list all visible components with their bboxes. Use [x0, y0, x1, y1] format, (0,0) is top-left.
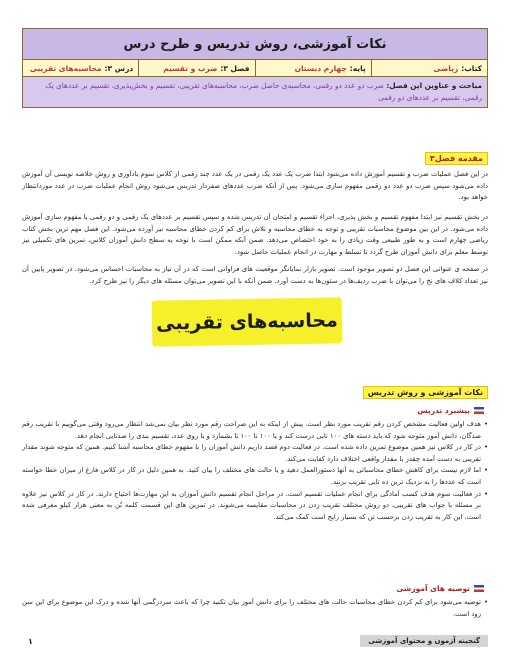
intro-paragraph-1: در این فصل عملیات ضرب و تقسیم آموزش داده می‌شود ابتدا ضرب یک عدد یک رقمی در یک عدد چند رقمی از کلاس سوم یادآوری و روش خلاصه نویسی آن آموزش داده می‌شود سپس ضرب دو عدد دو رقمی مفهوم سازی می‌شود. پس از آنکه ضرب عددهای صفردار تدریس می‌شود روش انجام عملیات ضرب در عدد موردانتظار خواهد بود.: [22, 170, 488, 202]
list-item: [22, 489, 488, 524]
page-title: نکات آموزشی، روش تدریس و طرح درس: [23, 29, 487, 59]
chapter-cell: [138, 60, 254, 76]
bullet-text: در کار در کلاس نیز همین موضوع تمرین داده شده است. در فعالیت دوم قصد داریم دانش آموزان را با مفهوم خطای محاسبه آشنا کنیم. همین که متوجه شوند مقدار تقریبی به دست آمده چقدر با مقدار واقعی اختلاف دارد کفایت می‌کند.: [22, 443, 481, 463]
teaching-heading: نکات آموزشی و روش تدریس: [363, 386, 488, 399]
page-footer: [22, 634, 488, 648]
topics-label: مباحث و عناوین این فصل:: [386, 81, 482, 90]
progress-subheading-text: پیشبرد تدریس: [417, 406, 470, 415]
bullet-text: اما لازم نیست برای کاهش خطای محاسباتی به آنها دستورالعمل دهید و یا حالت های مختلف را بیان کنید. به همین دلیل در کار در کلاس فارغ از میزان خطا خواسته است که عددها را به نزدیک ترین ده تایی تقریب بزنند.: [22, 466, 481, 486]
chapter-label: فصل ۳:: [220, 63, 250, 73]
grade-cell: [255, 60, 371, 76]
list-item: [22, 465, 488, 488]
book-value: ریاضی: [433, 63, 459, 73]
lesson-label: درس ۳:: [104, 63, 134, 73]
bullet-icon: •: [483, 466, 488, 475]
lesson-cell: [23, 60, 138, 76]
book-cell: [371, 60, 487, 76]
bullet-icon: •: [483, 489, 488, 498]
chapter-value: ضرب و تقسیم: [163, 63, 218, 73]
progress-bullets: [22, 419, 488, 523]
bullet-icon: •: [483, 420, 488, 428]
lesson-banner: [152, 297, 343, 346]
book-label: کتاب:: [461, 63, 482, 73]
intro-paragraph-3: در صفحه ی عنوانی این فصل دو تصویر موجود است. تصویر بازار نمایانگر موقعیت های فراوانی است که در آن نیاز به محاسبات احساس می‌شود. در تصویر پایین آن نیز تعداد کلاف های نخ را می‌توان با ضرب ردیف‌ها در ستون‌ها به دست آورد. ضمن آنکه با این تصویر می‌توان مسئله های دیگر را نیز طرح کرد.: [22, 265, 488, 285]
lesson-value: محاسبه‌های تقریبی: [29, 63, 102, 73]
intro-paragraph-2: در بخش تقسیم نیز ابتدا مفهوم تقسیم و بخش پذیری، اجزاء تقسیم و امتحان آن تدریس شده و سپس تقسیم بر عددهای یک رقمی و دو رقمی با مفهوم سازی آموزش داده می‌شود. در این بین موضوع محاسبات تقریبی و توجه به خطای محاسبه و تلاش برای کم کردن خطای محاسبه نیز آورده می‌شود. این فصل مهم ترین بخش کتاب ریاضی چهارم است و به طور طبیعی وقت زیادی را به خود اختصاص می‌دهد. ضمن آنکه ممکن است با توجه به سطح دانش آموزان کلاس، تمرین های تکمیلی نیز توسط معلم برای دانش آموزان طرح گردد تا تسلط و مهارت در انجام عملیات حاصل شود.: [22, 213, 488, 256]
bullet-text: در فعالیت سوم هدف کسب آمادگی برای انجام عملیات تقسیم است. در مراحل انجام تقسیم دانش آموزان به این مهارت‌ها احتیاج دارند. در کار در کلاس نیز علاوه بر مسئله با جواب های تقریبی، دو روش مختلف تقریب زدن در محاسبات مقایسه می‌شوند. در تمرین های این قسمت کلمه تُن به معنی هزار کیلو معرفی شده است. این کار به تقریب زدن برحسب تن که بسیار رایج است کمک می‌کند.: [22, 489, 481, 521]
lesson-header: [22, 28, 488, 108]
tips-subheading-text: توصیه های آموزشی: [396, 584, 470, 593]
tips-subheading: [396, 584, 484, 593]
bullet-icon: •: [483, 443, 488, 452]
flag-icon: [474, 407, 484, 414]
list-item: [22, 597, 488, 620]
intro-heading: مقدمه فصل۳: [425, 152, 488, 165]
chapter-topics: [23, 76, 487, 107]
document-page: [22, 28, 488, 646]
tips-bullets: [22, 597, 488, 620]
footer-brand: گنجینه آزمون و محتوای آموزشی: [360, 635, 488, 647]
grade-label: پایه:: [349, 63, 366, 73]
topics-value: ضرب دو عدد دو رقمی، محاسبه‌ی حاصل ضرب، محاسبه‌های تقریبی، تقسیم و بخش‌پذیری، تقسیم بر عددهای یک رقمی، تقسیم بر عددهای دو رقمی: [45, 81, 482, 102]
list-item: [22, 442, 488, 465]
flag-icon: [474, 585, 484, 592]
bullet-icon: •: [483, 598, 488, 606]
bullet-text: هدف اولین فعالیت مشخص کردن رقم تقریب مورد نظر است. پیش از اینکه به این صراحت رقم مورد نظر بیان نمی‌شد انتظار می‌رود وقتی می‌گوییم با تقریب رقم صدگان، دانش آموز متوجه شود که باید دسته های ۱۰۰ تایی درست کند و یا ۱۰۰ تا ۱۰۰ تا بشمارد و یا روی عدد، تقسیم بندی را صدتایی انجام دهد.: [22, 420, 481, 440]
grade-value: چهارم دبستان: [294, 63, 347, 73]
banner-text: محاسبه‌های تقریبی: [156, 309, 339, 335]
list-item: [22, 419, 488, 442]
progress-subheading: [417, 406, 484, 415]
bullet-text: توصیه می‌شود برای کم کردن خطای محاسبات حالت های مختلف را برای دانش آموز بیان نکنید چرا که باعث سردرگمی آنها شده و درک این موضوع برای این سن زود است.: [22, 598, 481, 618]
lesson-info-row: [23, 59, 487, 76]
page-number: ۱: [28, 636, 33, 646]
